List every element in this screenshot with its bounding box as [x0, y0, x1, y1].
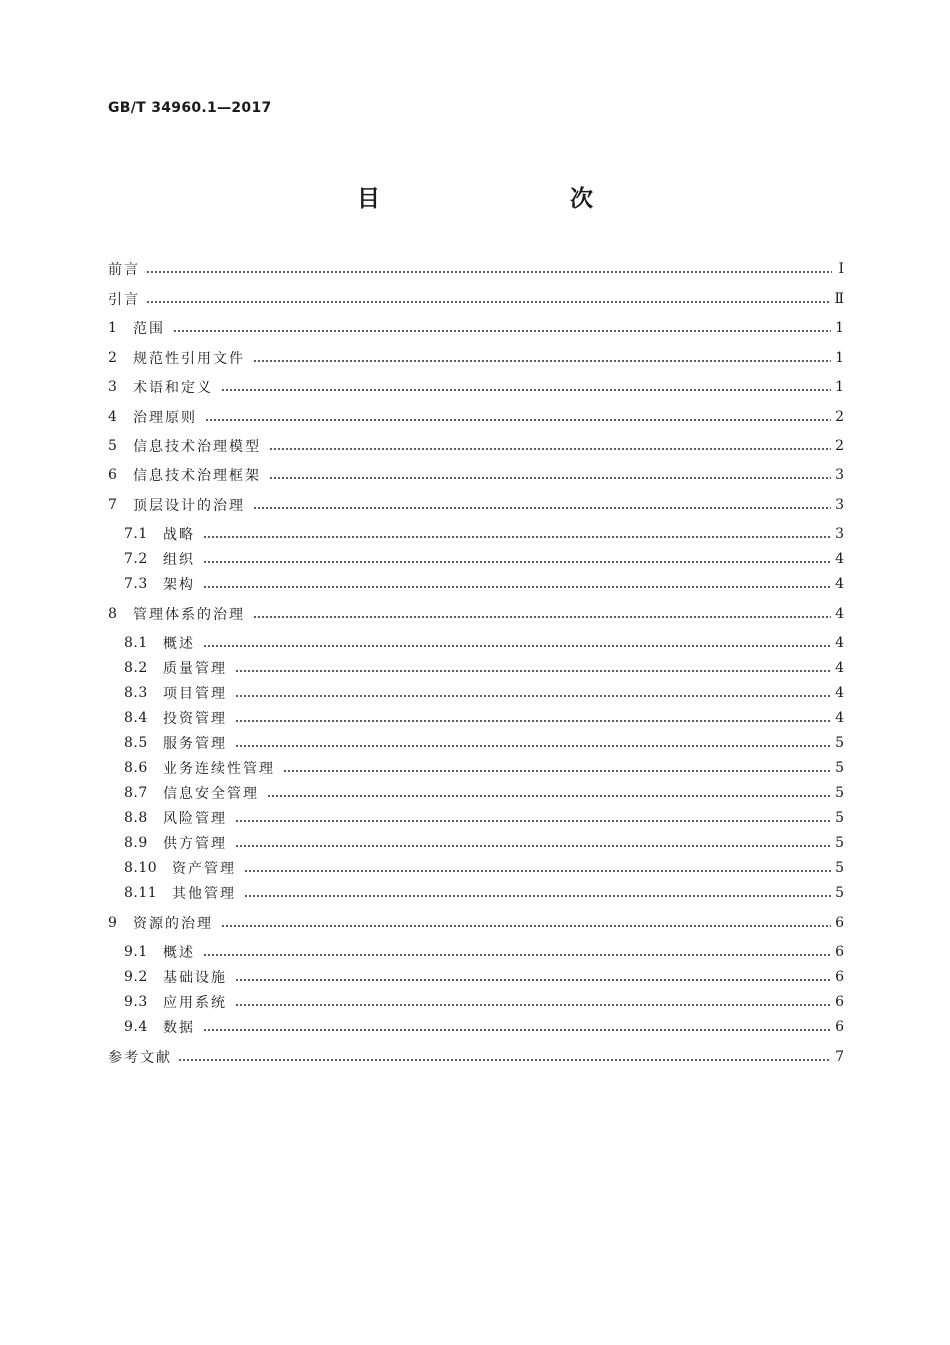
toc-entry-page: 1 [835, 379, 844, 395]
toc-entry-number: 7.1 [124, 526, 148, 542]
toc-entry-label: 概述 [163, 636, 195, 652]
toc-entry[interactable] [124, 657, 844, 679]
toc-entry[interactable] [108, 603, 844, 625]
toc-entry[interactable] [124, 857, 844, 879]
toc-leader-dots [267, 795, 831, 797]
toc-entry-number: 8.9 [124, 835, 148, 851]
toc-entry-number: 2 [108, 350, 118, 366]
toc-entry[interactable] [124, 682, 844, 704]
toc-entry-page: 6 [835, 915, 844, 931]
toc-entry[interactable] [108, 347, 844, 369]
toc-entry[interactable] [124, 807, 844, 829]
toc-leader-dots [203, 586, 831, 588]
toc-entry[interactable] [108, 494, 844, 516]
toc-leader-dots [178, 1059, 831, 1061]
toc-entry[interactable] [124, 548, 844, 570]
toc-entry[interactable] [108, 317, 844, 339]
toc-entry-page: 5 [835, 835, 844, 851]
toc-entry-number: 5 [108, 438, 118, 454]
toc-entry-number: 6 [108, 467, 118, 483]
toc-entry-page: 4 [835, 710, 844, 726]
toc-leader-dots [221, 389, 831, 391]
toc-leader-dots [205, 419, 831, 421]
toc-leader-dots [146, 301, 830, 303]
toc-entry-number: 1 [108, 320, 118, 336]
toc-entry-number: 8 [108, 606, 118, 622]
toc-entry-label: 质量管理 [163, 661, 227, 677]
toc-entry[interactable] [108, 912, 844, 934]
toc-entry-label: 供方管理 [163, 836, 227, 852]
toc-entry-page: 3 [835, 467, 844, 483]
toc-leader-dots [221, 925, 831, 927]
toc-entry-label: 范围 [133, 321, 165, 337]
toc-entry-page: 6 [835, 944, 844, 960]
toc-entry-label: 数据 [163, 1020, 195, 1036]
toc-entry-label: 项目管理 [163, 686, 227, 702]
toc-entry-page: 4 [835, 606, 844, 622]
toc-entry-label: 参考文献 [108, 1050, 172, 1066]
toc-leader-dots [203, 561, 831, 563]
toc-entry-label: 顶层设计的治理 [133, 498, 245, 514]
toc-entry[interactable] [124, 573, 844, 595]
toc-entry-label: 信息技术治理框架 [133, 468, 261, 484]
toc-entry-number: 9.1 [124, 944, 148, 960]
toc-entry-number: 9 [108, 915, 118, 931]
toc-entry-page: 2 [835, 409, 844, 425]
toc-entry-number: 4 [108, 409, 118, 425]
toc-leader-dots [244, 895, 831, 897]
toc-entry[interactable] [108, 288, 844, 310]
toc-entry[interactable] [108, 258, 844, 280]
toc-entry-number: 9.3 [124, 994, 148, 1010]
toc-leader-dots [269, 477, 831, 479]
toc-entry-number: 9.4 [124, 1019, 148, 1035]
toc-entry[interactable] [108, 435, 844, 457]
toc-entry-page: 4 [835, 685, 844, 701]
toc-entry-label: 架构 [163, 577, 195, 593]
toc-leader-dots [235, 1004, 831, 1006]
toc-entry[interactable] [108, 1046, 844, 1068]
toc-entry[interactable] [124, 966, 844, 988]
toc-leader-dots [235, 845, 831, 847]
toc-entry-number: 8.8 [124, 810, 148, 826]
toc-leader-dots [253, 616, 831, 618]
toc-entry-number: 7.3 [124, 576, 148, 592]
toc-leader-dots [203, 645, 831, 647]
toc-entry-page: 7 [835, 1049, 844, 1065]
toc-entry-label: 业务连续性管理 [163, 761, 275, 777]
toc-entry-number: 8.5 [124, 735, 148, 751]
toc-entry-label: 信息安全管理 [163, 786, 259, 802]
toc-entry-label: 引言 [108, 292, 140, 308]
toc-leader-dots [203, 536, 831, 538]
toc-entry-page: 1 [835, 350, 844, 366]
toc-entry-page: 3 [835, 526, 844, 542]
toc-entry-page: Ⅱ [834, 291, 844, 307]
toc-entry-page: 4 [835, 635, 844, 651]
page-title: 目 次 [357, 186, 641, 212]
toc-entry-page: 6 [835, 969, 844, 985]
toc-leader-dots [173, 330, 831, 332]
toc-entry-number: 7.2 [124, 551, 148, 567]
toc-leader-dots [235, 979, 831, 981]
toc-entry-page: 5 [835, 785, 844, 801]
toc-entry-label: 资产管理 [172, 861, 236, 877]
toc-entry[interactable] [124, 757, 844, 779]
toc-leader-dots [244, 870, 831, 872]
toc-entry-label: 风险管理 [163, 811, 227, 827]
toc-entry[interactable] [124, 882, 844, 904]
toc-entry[interactable] [108, 464, 844, 486]
toc-entry[interactable] [124, 991, 844, 1013]
toc-entry-page: 5 [835, 760, 844, 776]
toc-entry-number: 8.3 [124, 685, 148, 701]
toc-entry-label: 信息技术治理模型 [133, 439, 261, 455]
toc-entry-number: 8.6 [124, 760, 148, 776]
toc-leader-dots [235, 745, 831, 747]
toc-entry-page: 4 [835, 576, 844, 592]
toc-entry-number: 3 [108, 379, 118, 395]
toc-entry-page: 5 [835, 885, 844, 901]
toc-entry-number: 8.10 [124, 860, 158, 876]
toc-entry-label: 前言 [108, 262, 140, 278]
toc-entry[interactable] [124, 523, 844, 545]
toc-entry[interactable] [124, 732, 844, 754]
toc-entry-label: 规范性引用文件 [133, 351, 245, 367]
toc-entry-label: 服务管理 [163, 736, 227, 752]
toc-entry[interactable] [124, 707, 844, 729]
toc-leader-dots [235, 695, 831, 697]
toc-entry-label: 其他管理 [172, 886, 236, 902]
toc-entry-page: 5 [835, 810, 844, 826]
document-code: GB/T 34960.1—2017 [108, 100, 272, 116]
toc-entry-number: 8.4 [124, 710, 148, 726]
toc-entry[interactable] [124, 782, 844, 804]
toc-entry-label: 术语和定义 [133, 380, 213, 396]
toc-entry-label: 治理原则 [133, 410, 197, 426]
toc-leader-dots [203, 1029, 831, 1031]
toc-leader-dots [253, 360, 831, 362]
toc-entry-number: 8.1 [124, 635, 148, 651]
toc-leader-dots [235, 670, 831, 672]
toc-entry-number: 8.7 [124, 785, 148, 801]
toc-entry-label: 概述 [163, 945, 195, 961]
toc-entry-label: 资源的治理 [133, 916, 213, 932]
toc-entry-page: 5 [835, 735, 844, 751]
toc-entry-label: 组织 [163, 552, 195, 568]
toc-entry-page: 6 [835, 1019, 844, 1035]
toc-entry-page: 6 [835, 994, 844, 1010]
toc-entry-label: 应用系统 [163, 995, 227, 1011]
toc-entry[interactable] [124, 832, 844, 854]
toc-entry-number: 8.11 [124, 885, 158, 901]
toc-leader-dots [146, 271, 832, 273]
toc-entry-number: 9.2 [124, 969, 148, 985]
toc-leader-dots [253, 507, 831, 509]
toc-entry[interactable] [124, 941, 844, 963]
toc-entry[interactable] [124, 1016, 844, 1038]
toc-entry-label: 管理体系的治理 [133, 607, 245, 623]
toc-entry-number: 7 [108, 497, 118, 513]
toc-leader-dots [235, 820, 831, 822]
toc-entry-label: 战略 [163, 527, 195, 543]
toc-entry[interactable] [108, 406, 844, 428]
toc-leader-dots [283, 770, 831, 772]
toc-entry-page: 3 [835, 497, 844, 513]
toc-entry-page: 2 [835, 438, 844, 454]
toc-entry-page: 5 [835, 860, 844, 876]
toc-entry-label: 基础设施 [163, 970, 227, 986]
toc-leader-dots [235, 720, 831, 722]
toc-entry-page: 4 [835, 551, 844, 567]
toc-entry-page: Ⅰ [838, 261, 844, 277]
toc-entry-page: 1 [835, 320, 844, 336]
toc-entry-page: 4 [835, 660, 844, 676]
toc-entry-number: 8.2 [124, 660, 148, 676]
toc-entry[interactable] [124, 632, 844, 654]
toc-entry[interactable] [108, 376, 844, 398]
toc-leader-dots [203, 954, 831, 956]
toc-leader-dots [269, 448, 831, 450]
toc-entry-label: 投资管理 [163, 711, 227, 727]
